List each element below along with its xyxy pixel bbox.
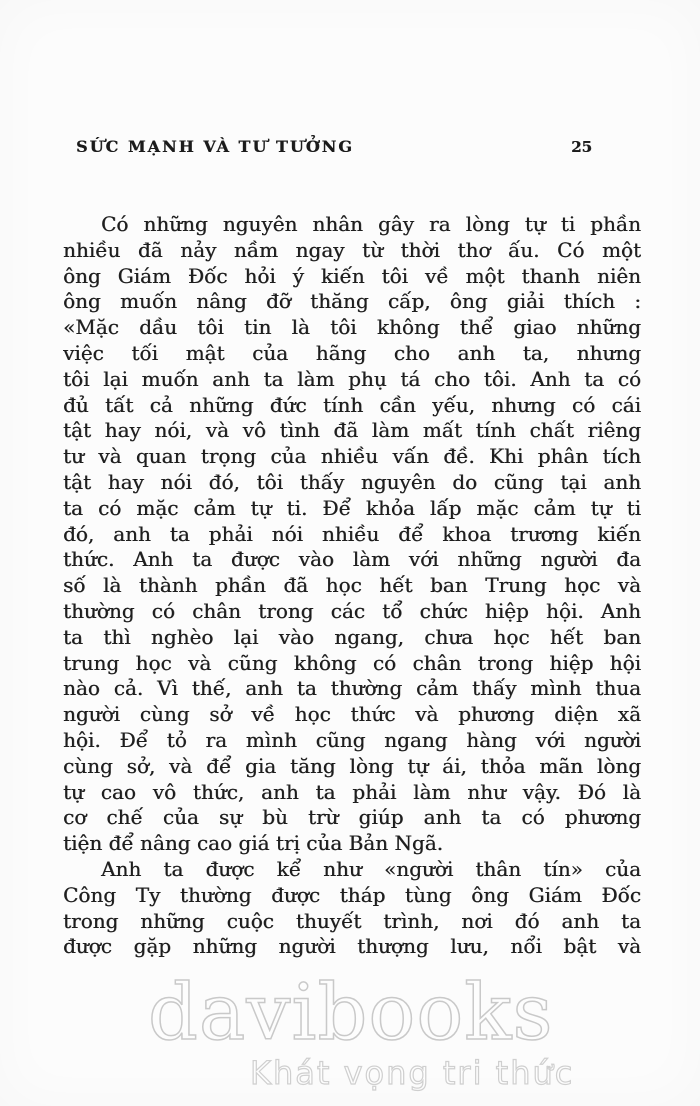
text-line: cùng sở, và để gia tăng lòng tự ái, thỏa mãn lòng xyxy=(63,753,641,778)
text-line: được gặp những người thượng lưu, nổi bật và xyxy=(63,934,641,959)
watermark-tagline: Khát vọng tri thức xyxy=(250,1054,575,1092)
text-line: tôi lại muốn anh ta làm phụ tá cho tôi. Anh ta có xyxy=(63,366,641,391)
text-line: «Mặc dầu tôi tin là tôi không thể giao những xyxy=(63,315,641,340)
text-line: trung học và cũng không có chân trong hiệp hội xyxy=(63,650,641,675)
text-line: tiện để nâng cao giá trị của Bản Ngã. xyxy=(63,831,443,856)
text-line: tật hay nói, và vô tình đã làm mất tính chất riêng xyxy=(63,418,641,443)
text-line: ông Giám Đốc hỏi ý kiến tôi về một thanh niên xyxy=(63,263,641,288)
running-title: SỨC MẠNH VÀ TƯ TƯỞNG xyxy=(76,137,354,156)
text-line: Công Ty thường được tháp tùng ông Giám Đốc xyxy=(63,882,641,907)
text-line: ta thì nghèo lại vào ngang, chưa học hết ban xyxy=(63,624,641,649)
text-line: trong những cuộc thuyết trình, nơi đó anh ta xyxy=(63,908,641,933)
page-header xyxy=(76,137,592,156)
page-number: 25 xyxy=(571,138,592,156)
text-line: tư và quan trọng của nhiều vấn đề. Khi phân tích xyxy=(63,444,641,469)
text-line: nhiều đã nảy nầm ngay từ thời thơ ấu. Có một xyxy=(63,237,641,262)
text-line: thường có chân trong các tổ chức hiệp hội. Anh xyxy=(63,598,641,623)
text-line: đủ tất cả những đức tính cần yếu, nhưng có cái xyxy=(63,392,641,417)
text-line: việc tối mật của hãng cho anh ta, nhưng xyxy=(63,340,641,365)
text-line: số là thành phần đã học hết ban Trung học và xyxy=(63,573,641,598)
text-line: thức. Anh ta được vào làm với những người đa xyxy=(63,547,641,572)
text-block xyxy=(63,212,641,960)
text-line: tật hay nói đó, tôi thấy nguyên do cũng tại anh xyxy=(63,469,641,494)
text-line: Anh ta được kể như «người thân tín» của xyxy=(101,856,641,881)
text-line: hội. Để tỏ ra mình cũng ngang hàng với người xyxy=(63,727,641,752)
text-line: cơ chế của sự bù trừ giúp anh ta có phương xyxy=(63,805,641,830)
text-line: đó, anh ta phải nói nhiều để khoa trương kiến xyxy=(63,521,641,546)
text-line: Có những nguyên nhân gây ra lòng tự ti phần xyxy=(101,212,641,236)
text-line: ta có mặc cảm tự ti. Để khỏa lấp mặc cảm tự ti xyxy=(63,495,641,520)
text-line: ông muốn nâng đỡ thăng cấp, ông giải thích : xyxy=(63,289,641,314)
text-line: người cùng sở về học thức và phương diện xã xyxy=(63,702,641,727)
watermark-logo: davibooks xyxy=(148,968,554,1058)
text-line: nào cả. Vì thế, anh ta thường cảm thấy mình thua xyxy=(63,676,641,701)
text-line: tự cao vô thức, anh ta phải làm như vậy. Đó là xyxy=(63,779,641,804)
